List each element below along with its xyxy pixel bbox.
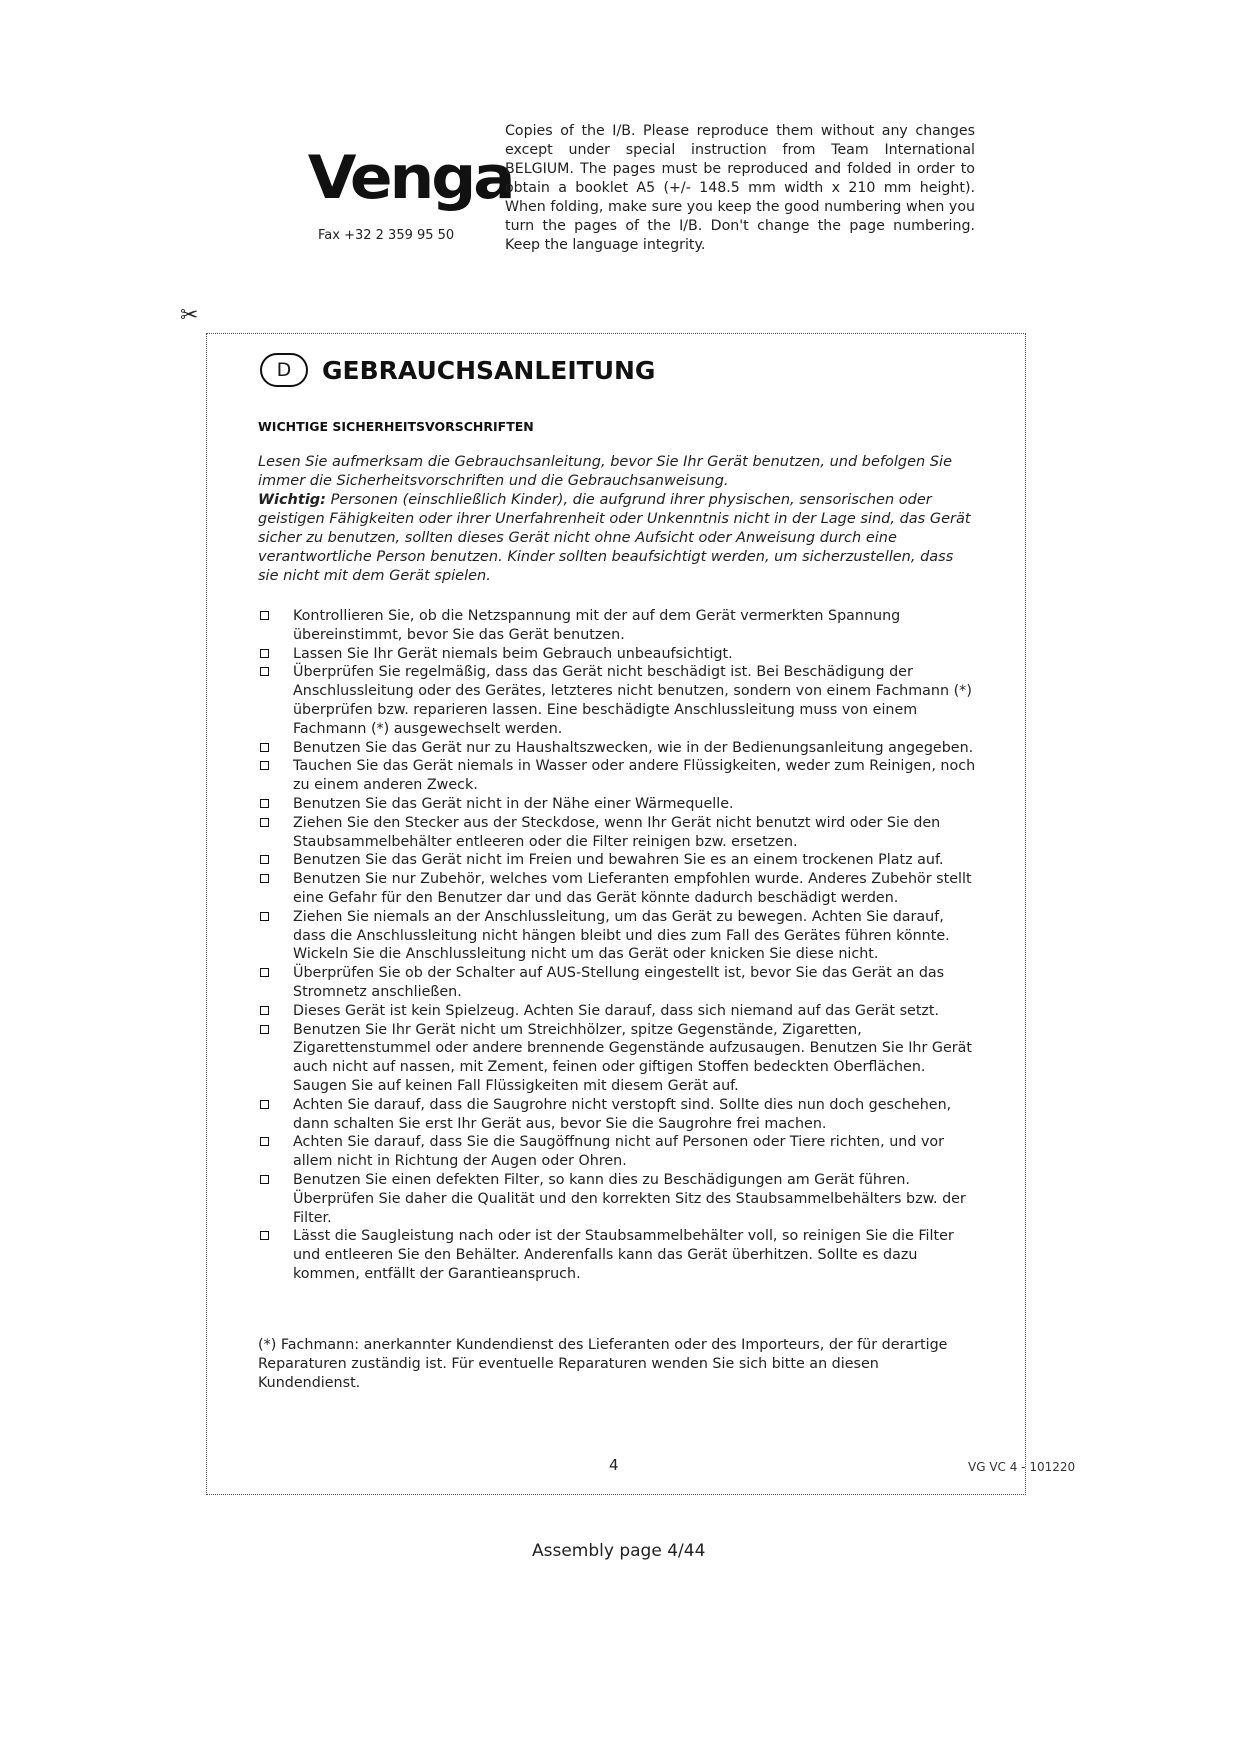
fax-number: Fax +32 2 359 95 50 (318, 228, 455, 243)
scissors-icon: ✂ (180, 303, 199, 328)
list-item: Ziehen Sie den Stecker aus der Steckdose, wenn Ihr Gerät nicht benutzt wird oder Sie den Staubsammelbehälter entleeren oder die Filter reinigen bzw. ersetzen. (258, 814, 978, 852)
page-title: GEBRAUCHSANLEITUNG (322, 355, 656, 385)
checkbox-bullet-icon (260, 761, 269, 770)
list-item: Benutzen Sie das Gerät nur zu Haushaltszwecken, wie in der Bedienungsanleitung angegeben. (258, 739, 978, 758)
list-item: Benutzen Sie nur Zubehör, welches vom Lieferanten empfohlen wurde. Anderes Zubehör stellt eine Gefahr für den Benutzer dar und das Gerät könnte dadurch beschädigt werden. (258, 870, 978, 908)
checkbox-bullet-icon (260, 1025, 269, 1034)
intro-paragraph-2 (258, 491, 978, 586)
checkbox-bullet-icon (260, 912, 269, 921)
list-item: Lassen Sie Ihr Gerät niemals beim Gebrauch unbeaufsichtigt. (258, 645, 978, 664)
checkbox-bullet-icon (260, 1175, 269, 1184)
checkbox-bullet-icon (260, 1006, 269, 1015)
footnote: (*) Fachmann: anerkannter Kundendienst des Lieferanten oder des Importeurs, der für derartige Reparaturen zuständig ist. Für eventuelle Reparaturen wenden Sie sich bitte an diesen Kundendienst. (258, 1337, 948, 1391)
checkbox-bullet-icon (260, 855, 269, 864)
copies-instructions: Copies of the I/B. Please reproduce them without any changes except under special instruction from Team International BELGIUM. The pages must be reproduced and folded in order to obtain a booklet A5 (+/- 148.5 mm width x 210 mm height). When folding, make sure you keep the good numbering when you turn the pages of the I/B. Don't change the page numbering. Keep the language integrity. (505, 123, 975, 253)
checkbox-bullet-icon (260, 799, 269, 808)
intro-paragraph-1: Lesen Sie aufmerksam die Gebrauchsanleitung, bevor Sie Ihr Gerät benutzen, und befolgen Sie immer die Sicherheitsvorschriften und die Gebrauchsanweisung. (258, 454, 952, 489)
list-item: Achten Sie darauf, dass die Saugrohre nicht verstopft sind. Sollte dies nun doch geschehen, dann schalten Sie erst Ihr Gerät aus, bevor Sie die Saugrohre frei machen. (258, 1096, 978, 1134)
page-number: 4 (609, 1456, 619, 1474)
list-item: Achten Sie darauf, dass Sie die Saugöffnung nicht auf Personen oder Tiere richten, und vor allem nicht in Richtung der Augen oder Ohren. (258, 1133, 978, 1171)
intro-text (258, 453, 978, 586)
important-label: Wichtig: (258, 492, 326, 508)
list-item: Dieses Gerät ist kein Spielzeug. Achten Sie darauf, dass sich niemand auf das Gerät setzt. (258, 1002, 978, 1021)
language-badge: D (260, 353, 308, 387)
checkbox-bullet-icon (260, 874, 269, 883)
list-item: Tauchen Sie das Gerät niemals in Wasser oder andere Flüssigkeiten, weder zum Reinigen, noch zu einem anderen Zweck. (258, 757, 978, 795)
checkbox-bullet-icon (260, 649, 269, 658)
document-code: VG VC 4 - 101220 (968, 1460, 1076, 1474)
important-text: Personen (einschließlich Kinder), die aufgrund ihrer physischen, sensorischen oder geistigen Fähigkeiten oder ihrer Unerfahrenheit oder Unkenntnis nicht in der Lage sind, das Gerät sicher zu benutzen, sollten dieses Gerät nicht ohne Aufsicht oder Anweisung durch eine verantwortliche Person benutzen. Kinder sollten beaufsichtigt werden, um sicherzustellen, dass sie nicht mit dem Gerät spielen. (258, 492, 971, 584)
list-item: Überprüfen Sie ob der Schalter auf AUS-Stellung eingestellt ist, bevor Sie das Gerät an das Stromnetz anschließen. (258, 964, 978, 1002)
checkbox-bullet-icon (260, 667, 269, 676)
safety-rules-list (258, 607, 978, 1284)
list-item: Benutzen Sie das Gerät nicht im Freien und bewahren Sie es an einem trockenen Platz auf. (258, 851, 978, 870)
checkbox-bullet-icon (260, 611, 269, 620)
checkbox-bullet-icon (260, 818, 269, 827)
list-item: Benutzen Sie einen defekten Filter, so kann dies zu Beschädigungen am Gerät führen. Überprüfen Sie daher die Qualität und den korrekten Sitz des Staubsammelbehälters bzw. der Filter. (258, 1171, 978, 1227)
list-item: Kontrollieren Sie, ob die Netzspannung mit der auf dem Gerät vermerkten Spannung übereinstimmt, bevor Sie das Gerät benutzen. (258, 607, 978, 645)
checkbox-bullet-icon (260, 968, 269, 977)
checkbox-bullet-icon (260, 1137, 269, 1146)
venga-logo (307, 143, 513, 213)
list-item: Lässt die Saugleistung nach oder ist der Staubsammelbehälter voll, so reinigen Sie die Filter und entleeren Sie den Behälter. Anderenfalls kann das Gerät überhitzen. Sollte es dazu kommen, entfällt der Garantieanspruch. (258, 1227, 978, 1283)
checkbox-bullet-icon (260, 1231, 269, 1240)
list-item: Ziehen Sie niemals an der Anschlussleitung, um das Gerät zu bewegen. Achten Sie darauf, dass die Anschlussleitung nicht hängen bleibt und dies zum Fall des Gerätes führen könnte. Wickeln Sie die Anschlussleitung nicht um das Gerät oder knicken Sie diese nicht. (258, 908, 978, 964)
assembly-page-label: Assembly page 4/44 (532, 1541, 706, 1561)
logo-text: Venga (307, 143, 513, 213)
list-item: Benutzen Sie Ihr Gerät nicht um Streichhölzer, spitze Gegenstände, Zigaretten, Zigarettenstummel oder andere brennende Gegenstände aufzusaugen. Benutzen Sie Ihr Gerät auch nicht auf nassen, mit Zement, feinen oder giftigen Stoffen bedeckten Oberflächen. Saugen Sie auf keinen Fall Flüssigkeiten mit diesem Gerät auf. (258, 1021, 978, 1096)
checkbox-bullet-icon (260, 743, 269, 752)
list-item: Benutzen Sie das Gerät nicht in der Nähe einer Wärmequelle. (258, 795, 978, 814)
checkbox-bullet-icon (260, 1100, 269, 1109)
section-title: WICHTIGE SICHERHEITSVORSCHRIFTEN (258, 419, 534, 434)
manual-heading (260, 350, 655, 390)
list-item: Überprüfen Sie regelmäßig, dass das Gerät nicht beschädigt ist. Bei Beschädigung der Anschlussleitung oder des Gerätes, letzteres nicht benutzen, sondern von einem Fachmann (*) überprüfen bzw. reparieren lassen. Eine beschädigte Anschlussleitung muss von einem Fachmann (*) ausgewechselt werden. (258, 663, 978, 738)
